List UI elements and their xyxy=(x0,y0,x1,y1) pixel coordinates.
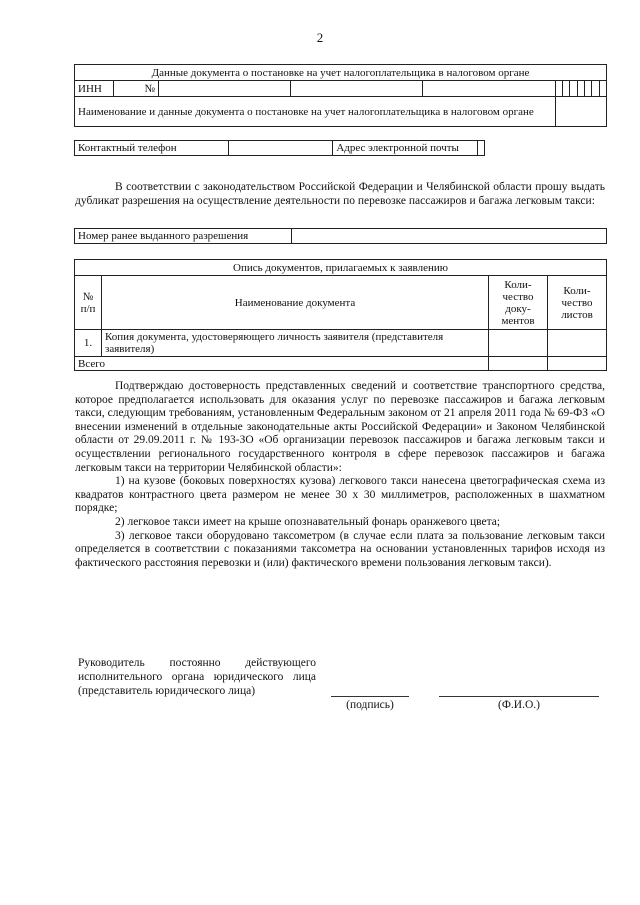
signature-line[interactable] xyxy=(331,696,409,697)
inventory-title: Опись документов, прилагаемых к заявлению xyxy=(75,260,607,276)
requirement-3: 3) легковое такси оборудовано таксометром (в случае если плата за пользование легковым такси определяется в соответствии с показаниями таксометра на основании установленных тарифов исходя из фактического расстояния перевозки и (или) фактического времени пользования легковым такси). xyxy=(75,529,605,569)
col-header-sheets: Коли-чество листов xyxy=(548,276,607,330)
signature-caption: (подпись) xyxy=(346,699,394,711)
inn-digit-cell[interactable] xyxy=(577,81,584,97)
inn-digit-cell[interactable] xyxy=(592,81,599,97)
table-row xyxy=(75,330,607,357)
requirement-1: 1) на кузове (боковых поверхностях кузова) легкового такси нанесена цветографическая схема из квадратов контрастного цвета размером не менее 30 х 30 миллиметров, расположенных в шахматном порядке; xyxy=(75,475,605,515)
confirmation-intro: Подтверждаю достоверность представленных сведений и соответствие транспортного средства, которое предполагается использовать для оказания услуг по перевозке пассажиров и багажа легковым такси, следующим требованиям, установленным Федеральным законом от 21 апреля 2011 года № 69-ФЗ «О внесении изменений в отдельные законодательные акты Российской Федерации» и Законом Челябинской области от 29.09.2011 г. № 193-ЗО «Об организации перевозок пассажиров и багажа легковым такси и осуществлении регионального государственного контроля в сфере перевозок пассажиров и багажа легковым такси на территории Челябинской области»: xyxy=(75,380,605,474)
col-header-name: Наименование документа xyxy=(102,276,489,330)
col-header-docs: Коли-чество доку-ментов xyxy=(489,276,548,330)
inn-label: ИНН xyxy=(75,81,114,97)
signatory-role: Руководитель постоянно действующего исполнительного органа юридического лица (представитель юридического лица) xyxy=(78,657,316,697)
inn-digit-cell[interactable] xyxy=(555,81,562,97)
tax-table-title: Данные документа о постановке на учет налогоплательщика в налоговом органе xyxy=(75,65,607,81)
confirmation-text xyxy=(75,380,605,570)
permit-number-label: Номер ранее выданного разрешения xyxy=(75,229,292,244)
inn-digit-cell[interactable] xyxy=(291,81,423,97)
request-paragraph: В соответствии с законодательством Российской Федерации и Челябинской области прошу выдать дубликат разрешения на осуществление деятельности по перевозке пассажиров и багажа легковым такси: xyxy=(75,181,605,207)
col-header-num: № п/п xyxy=(75,276,102,330)
phone-field[interactable] xyxy=(229,141,333,156)
tax-registration-table xyxy=(74,64,607,127)
full-name-caption: (Ф.И.О.) xyxy=(498,699,540,711)
inn-digit-cell[interactable] xyxy=(159,81,291,97)
row-num: 1. xyxy=(75,330,102,357)
page-number: 2 xyxy=(316,30,324,45)
tax-doc-field[interactable] xyxy=(555,97,606,127)
total-sheets[interactable] xyxy=(548,357,607,371)
tax-doc-label: Наименование и данные документа о постановке на учет налогоплательщика в налоговом органе xyxy=(75,97,556,127)
inn-digit-cell[interactable] xyxy=(562,81,569,97)
permit-table xyxy=(74,228,607,244)
contact-table xyxy=(74,140,485,156)
inn-number-label: № xyxy=(114,81,159,97)
inventory-table xyxy=(74,259,607,371)
inn-digit-cell[interactable] xyxy=(423,81,555,97)
total-label: Всего xyxy=(75,357,489,371)
inn-digit-cell[interactable] xyxy=(584,81,591,97)
full-name-line[interactable] xyxy=(439,696,599,697)
row-docs-count[interactable] xyxy=(489,330,548,357)
row-sheets-count[interactable] xyxy=(548,330,607,357)
permit-number-field[interactable] xyxy=(292,229,607,244)
inn-digit-cell[interactable] xyxy=(570,81,577,97)
email-label: Адрес электронной почты xyxy=(333,141,478,156)
requirement-2: 2) легковое такси имеет на крыше опознавательный фонарь оранжевого цвета; xyxy=(115,515,501,528)
row-doc-name: Копия документа, удостоверяющего личность заявителя (представителя заявителя) xyxy=(102,330,489,357)
email-field[interactable] xyxy=(478,141,485,156)
total-docs[interactable] xyxy=(489,357,548,371)
inn-digit-cell[interactable] xyxy=(599,81,606,97)
phone-label: Контактный телефон xyxy=(75,141,229,156)
